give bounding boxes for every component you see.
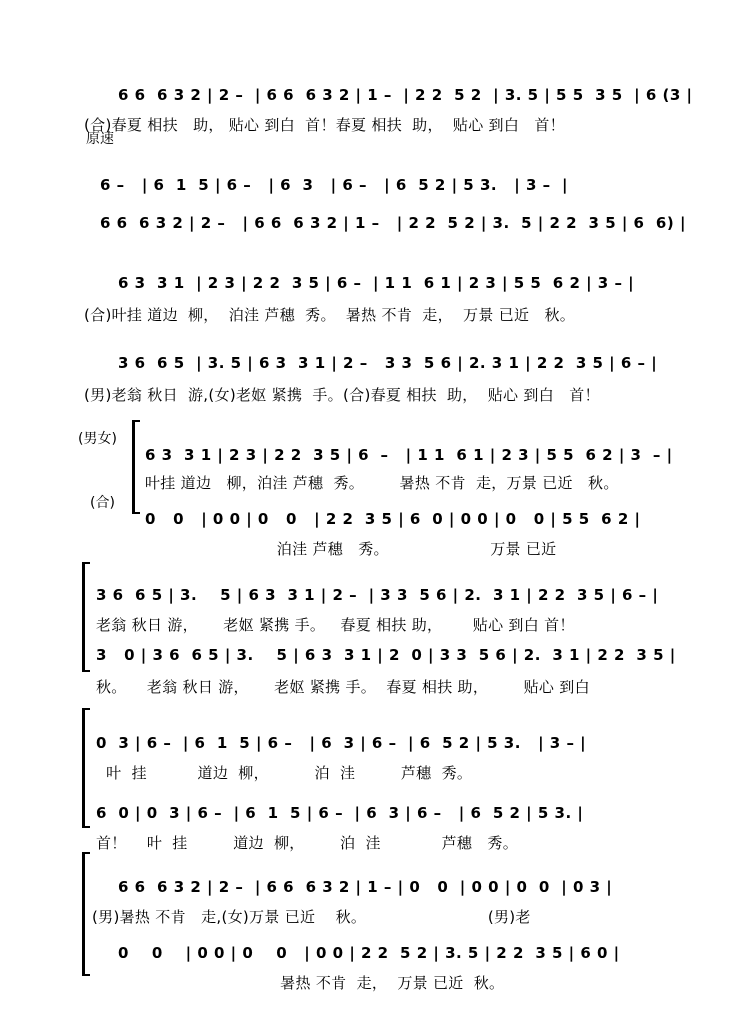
score-system-2-notes [0, 158, 750, 194]
notes-line: 0 3 | 6 – | 6 1 5 | 6 – | 6 3 | 6 – | 6 5 2 | 5 3. | 3 – | [96, 734, 587, 752]
lyric-line: (男)老翁 秋日 游,(女)老妪 紧携 手。(合)春夏 相扶 助， 贴心 到白 首！ [84, 386, 600, 404]
score-system-5-notes [0, 336, 750, 372]
notes-line: 6 3 3 1 | 2 3 | 2 2 3 5 | 6 – | 1 1 6 1 | 2 3 | 5 5 6 2 | 3 – | [118, 274, 635, 292]
score-system-8a-lyric [0, 746, 750, 782]
score-system-9a-lyric [0, 890, 750, 926]
lyric-line: 首！ 叶 挂 道边 柳， 泊 洼 芦穗 秀。 [96, 834, 518, 852]
part-label: (合) [90, 495, 115, 511]
score-system-6b-lyric [0, 522, 750, 558]
score-system-9b-lyric [0, 956, 750, 992]
score-system-6a-lyric [0, 456, 750, 492]
lyric-line: 泊洼 芦穗 秀。 万景 已近 [145, 540, 557, 558]
tempo-mark: 原速 [86, 131, 114, 147]
notes-line: 6 6 6 3 2 | 2 – | 6 6 6 3 2 | 1 – | 0 0 | 0 0 | 0 0 | 0 3 | [118, 878, 613, 896]
notes-line: 6 6 6 3 2 | 2 – | 6 6 6 3 2 | 1 – | 2 2 5 2 | 3. 5 | 5 5 3 5 | 6 (3 | [118, 86, 693, 104]
notes-line: 6 3 3 1 | 2 3 | 2 2 3 5 | 6 – | 1 1 6 1 | 2 3 | 5 5 6 2 | 3 – | [145, 446, 673, 464]
score-system-5-lyric [0, 368, 750, 404]
score-system-3-notes [0, 196, 750, 232]
lyric-line: 叶 挂 道边 柳， 泊 洼 芦穗 秀。 [96, 764, 473, 782]
notes-line: 0 0 | 0 0 | 0 0 | 2 2 3 5 | 6 0 | 0 0 | 0 0 | 5 5 6 2 | [145, 510, 641, 528]
notes-line: 3 0 | 3 6 6 5 | 3. 5 | 6 3 3 1 | 2 0 | 3 3 5 6 | 2. 3 1 | 2 2 3 5 | [96, 646, 676, 664]
notes-line: 6 – | 6 1 5 | 6 – | 6 3 | 6 – | 6 5 2 | 5 3. | 3 – | [100, 176, 569, 194]
lyric-line: 秋。 老翁 秋日 游， 老妪 紧携 手。 春夏 相扶 助， 贴心 到白 [96, 678, 590, 696]
lyric-line: 叶挂 道边 柳，泊洼 芦穗 秀。 暑热 不肯 走，万景 已近 秋。 [145, 474, 619, 492]
notes-line: 3 6 6 5 | 3. 5 | 6 3 3 1 | 2 – 3 3 5 6 | 2. 3 1 | 2 2 3 5 | 6 – | [118, 354, 658, 372]
score-system-7b-lyric [0, 660, 750, 696]
lyric-line: (合)叶挂 道边 柳， 泊洼 芦穗 秀。 暑热 不肯 走， 万景 已近 秋。 [84, 306, 576, 324]
score-system-4-notes [0, 256, 750, 292]
part-label: (男女) [78, 431, 117, 447]
lyric-line: (男)暑热 不肯 走,(女)万景 已近 秋。 (男)老 [92, 908, 531, 926]
notes-line: 6 6 6 3 2 | 2 – | 6 6 6 3 2 | 1 – | 2 2 5 2 | 3. 5 | 2 2 3 5 | 6 6) | [100, 214, 686, 232]
lyric-line: (合)春夏 相扶 助， 贴心 到白 首！春夏 相扶 助， 贴心 到白 首！ [84, 116, 565, 134]
notes-line: 3 6 6 5 | 3. 5 | 6 3 3 1 | 2 – | 3 3 5 6 | 2. 3 1 | 2 2 3 5 | 6 – | [96, 586, 659, 604]
score-system-4-lyric [0, 288, 750, 324]
lyric-line: 暑热 不肯 走， 万景 已近 秋。 [118, 974, 505, 992]
lyric-line: 老翁 秋日 游， 老妪 紧携 手。 春夏 相扶 助， 贴心 到白 首！ [96, 616, 575, 634]
score-system-7b-notes [0, 628, 750, 664]
notes-line: 6 0 | 0 3 | 6 – | 6 1 5 | 6 – | 6 3 | 6 – | 6 5 2 | 5 3. | [96, 804, 584, 822]
notes-line: 0 0 | 0 0 | 0 0 | 0 0 | 2 2 5 2 | 3. 5 | 2 2 3 5 | 6 0 | [118, 944, 620, 962]
score-system-8b-lyric [0, 816, 750, 852]
